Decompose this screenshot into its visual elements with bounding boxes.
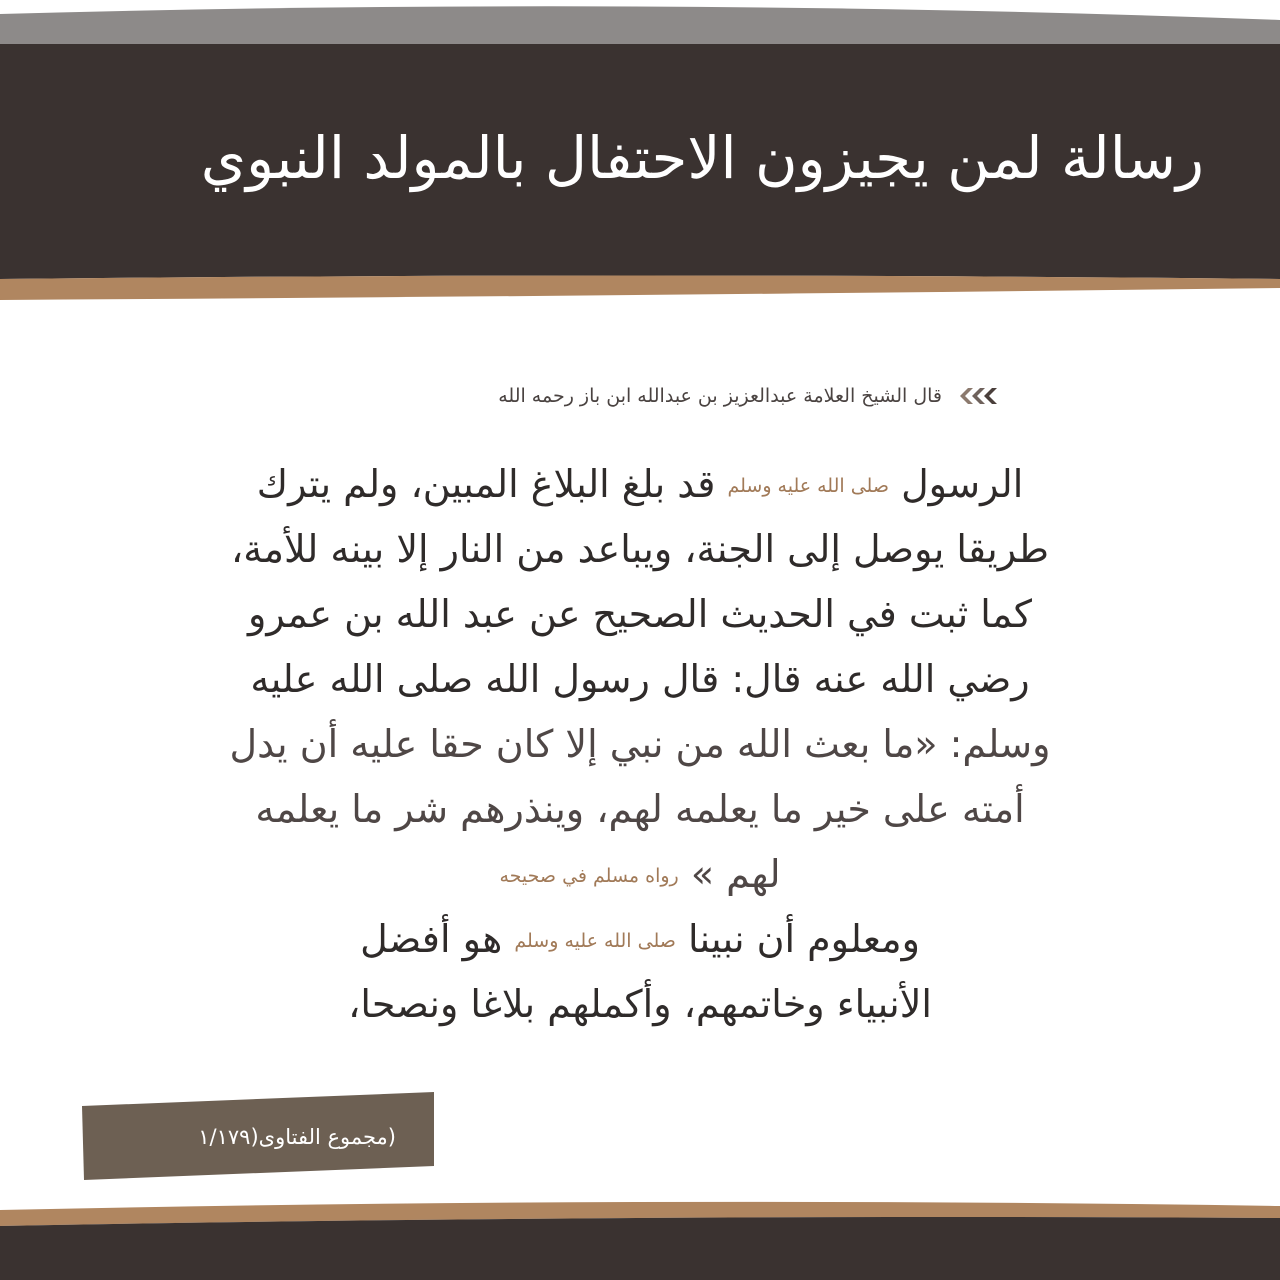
- page-title: رسالة لمن يجيزون الاحتفال بالمولد النبوي: [200, 124, 1204, 192]
- text-line-6: أمته على خير ما يعلمه لهم، وينذرهم شر ما يعلمه: [255, 787, 1025, 831]
- text-line-8-end: هو أفضل: [360, 917, 503, 961]
- text-line-1: [60, 452, 1220, 517]
- header-gray-stripe: [0, 6, 1280, 44]
- text-line-2: طريقا يوصل إلى الجنة، ويباعد من النار إلا بينه للأمة،: [231, 527, 1049, 571]
- text-line-8-start: ومعلوم أن نبينا: [687, 917, 920, 961]
- text-line-8: [60, 907, 1220, 972]
- honorific-2: صلى الله عليه وسلم: [514, 930, 676, 952]
- header-tan-stripe: [0, 276, 1280, 301]
- attribution-line: [320, 378, 1000, 414]
- main-text: [60, 452, 1220, 1037]
- triple-chevron-left-icon: [956, 386, 1000, 406]
- text-line-7: [60, 842, 1220, 907]
- text-line-1-start: الرسول: [901, 462, 1024, 506]
- attribution-text: قال الشيخ العلامة عبدالعزيز بن عبدالله ابن باز رحمه الله: [498, 385, 942, 407]
- text-line-4: رضي الله عنه قال: قال رسول الله صلى الله عليه: [250, 657, 1030, 701]
- text-line-5: وسلم: «ما بعث الله من نبي إلا كان حقا عليه أن يدل: [229, 722, 1051, 766]
- text-line-9: الأنبياء وخاتمهم، وأكملهم بلاغا ونصحا،: [348, 982, 932, 1026]
- text-line-3: كما ثبت في الحديث الصحيح عن عبد الله بن عمرو: [248, 592, 1032, 636]
- hadith-source: رواه مسلم في صحيحه: [499, 865, 679, 887]
- footer-dark-band: [0, 1217, 1280, 1280]
- footer-banner: [0, 1196, 1280, 1280]
- text-line-1-end: قد بلغ البلاغ المبين، ولم يترك: [256, 462, 716, 506]
- reference-text: (مجموع الفتاوى(١/١٧٩: [198, 1125, 396, 1149]
- honorific-1: صلى الله عليه وسلم: [727, 475, 889, 497]
- text-line-7-text: لهم »: [690, 852, 781, 896]
